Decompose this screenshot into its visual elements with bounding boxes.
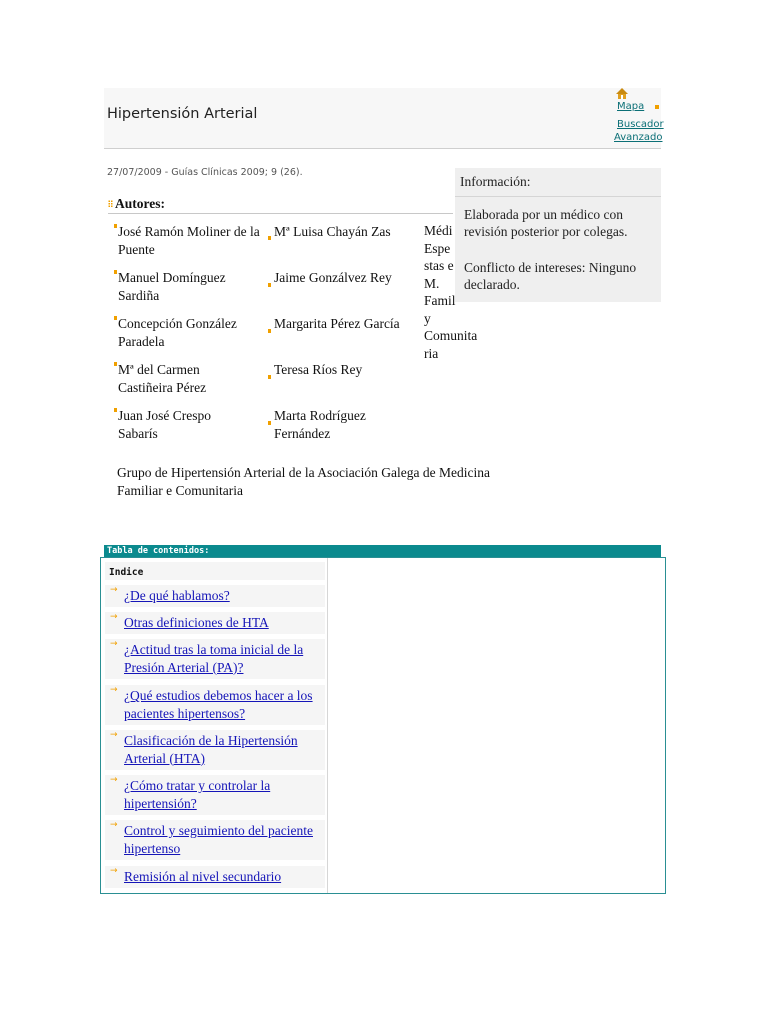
toc-item	[105, 866, 325, 888]
arrow-icon: →	[110, 730, 118, 740]
publication-meta: 27/07/2009 - Guías Clínicas 2009; 9 (26).	[107, 167, 303, 178]
arrow-icon: →	[110, 639, 118, 649]
authors-divider	[108, 213, 453, 214]
index-label: Indice	[109, 567, 144, 578]
specialty-line: stas e	[424, 258, 454, 273]
author-item: Margarita Pérez García	[274, 316, 400, 331]
toc-link[interactable]: ¿De qué hablamos?	[124, 588, 230, 603]
author-bullet-icon	[114, 224, 117, 228]
toc-link[interactable]: Clasificación de la Hipertensión Arterial (HTA)	[124, 733, 298, 766]
arrow-icon: →	[110, 866, 118, 876]
arrow-icon: →	[110, 775, 118, 785]
authors-label: Autores:	[115, 196, 165, 211]
author-group: Grupo de Hipertensión Arterial de la Asociación Galega de Medicina Familiar e Comunitaria	[117, 465, 490, 498]
author-bullet-icon	[114, 270, 117, 274]
author-item: Marta Rodríguez Fernández	[274, 408, 366, 441]
author-item: Jaime Gonzálvez Rey	[274, 270, 392, 285]
specialty-line: Famil	[424, 293, 456, 308]
author-bullet-icon	[268, 329, 271, 333]
toc-link[interactable]: ¿Qué estudios debemos hacer a los pacientes hipertensos?	[124, 688, 313, 721]
info-elaboration: Elaborada por un médico con revisión posterior por colegas.	[464, 207, 628, 239]
toc-item	[105, 612, 325, 634]
specialty-line: M.	[424, 275, 440, 291]
author-item: Mª del Carmen Castiñeira Pérez	[118, 362, 207, 395]
toc-item	[105, 639, 325, 679]
arrow-icon: →	[110, 585, 118, 595]
toc-link[interactable]: Otras definiciones de HTA	[124, 615, 269, 630]
author-item: Manuel Domínguez Sardiña	[118, 270, 226, 303]
info-divider	[455, 196, 661, 197]
info-title: Información:	[460, 174, 531, 189]
buscador-link[interactable]: Buscador	[617, 119, 664, 130]
toc-header-label: Tabla de contenidos:	[107, 546, 210, 556]
toc-item	[105, 730, 325, 770]
author-item: José Ramón Moliner de la Puente	[118, 224, 260, 257]
autores-bullet-icon	[108, 200, 113, 207]
author-bullet-icon	[268, 421, 271, 425]
toc-column-divider	[327, 558, 328, 893]
toc-item	[105, 775, 325, 815]
author-bullet-icon	[114, 316, 117, 320]
specialty-line: ria	[424, 345, 439, 361]
author-bullet-icon	[114, 362, 117, 366]
author-bullet-icon	[268, 375, 271, 379]
toc-header	[104, 545, 661, 557]
toc-link[interactable]: Control y seguimiento del paciente hipertenso	[124, 823, 313, 856]
arrow-icon: →	[110, 612, 118, 622]
toc-link[interactable]: ¿Actitud tras la toma inicial de la Presión Arterial (PA)?	[124, 642, 304, 675]
specialty-line: Espe	[424, 240, 451, 256]
toc-box	[100, 557, 666, 894]
home-icon[interactable]	[616, 88, 628, 99]
author-bullet-icon	[114, 408, 117, 412]
toc-item	[105, 685, 325, 725]
author-bullet-icon	[268, 236, 271, 240]
author-item: Juan José Crespo Sabarís	[118, 408, 211, 441]
mapa-bullet-icon	[655, 105, 659, 109]
toc-link[interactable]: Remisión al nivel secundario	[124, 869, 282, 884]
author-item: Mª Luisa Chayán Zas	[274, 224, 391, 239]
toc-item	[105, 585, 325, 607]
page-title: Hipertensión Arterial	[107, 106, 258, 122]
avanzado-link[interactable]: Avanzado	[614, 132, 663, 143]
arrow-icon: →	[110, 820, 118, 830]
specialty-line: Comunita	[424, 328, 478, 343]
arrow-icon: →	[110, 685, 118, 695]
toc-item	[105, 820, 325, 860]
author-item: Concepción González Paradela	[118, 316, 237, 349]
specialty-line: y	[424, 310, 431, 326]
author-item: Teresa Ríos Rey	[274, 362, 363, 377]
author-bullet-icon	[268, 283, 271, 287]
toc-link[interactable]: ¿Cómo tratar y controlar la hipertensión?	[124, 778, 271, 811]
info-conflict: Conflicto de intereses: Ninguno declarado.	[464, 260, 637, 292]
mapa-link[interactable]: Mapa	[617, 101, 645, 112]
author-specialty-clipped	[424, 222, 494, 372]
specialty-line: Médi	[424, 223, 453, 238]
